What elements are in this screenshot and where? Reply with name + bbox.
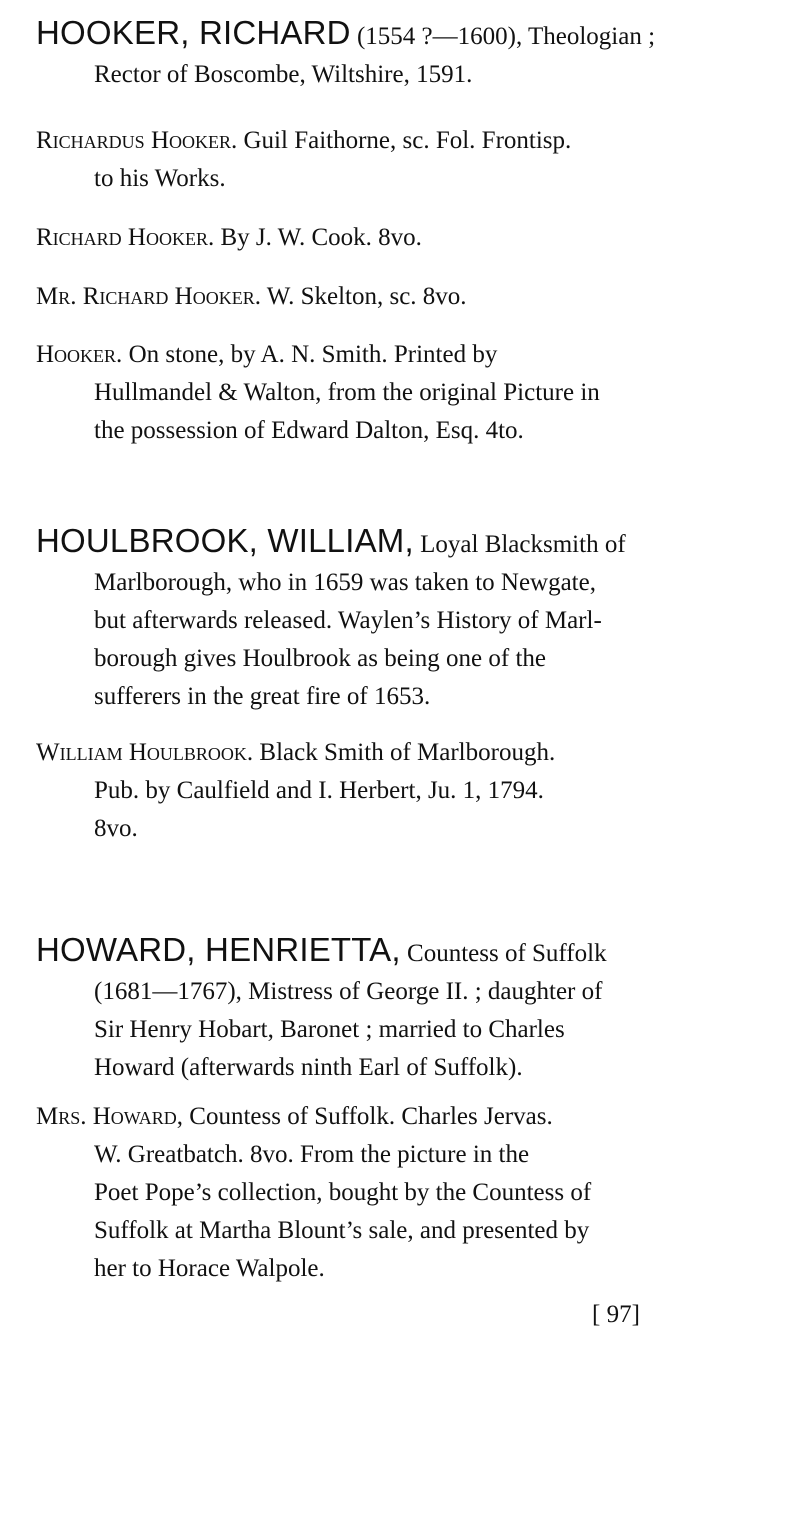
portrait-details: Guil Faithorne, sc. Fol. Frontisp. (237, 127, 572, 154)
entry-description-line: (1681—1767), Mistress of George II. ; daughter of (94, 978, 603, 1005)
portrait-details-line: the possession of Edward Dalton, Esq. 4to. (94, 417, 524, 444)
portrait-details-line: Poet Pope’s collection, bought by the Countess of (94, 1179, 592, 1206)
portrait-item (36, 122, 766, 198)
entry-description: Loyal Blacksmith of (413, 531, 626, 558)
portrait-name: Mr. Richard Hooker. (36, 283, 261, 310)
page-number: [ 97] (592, 1301, 640, 1328)
portrait-details-line: Pub. by Caulfield and I. Herbert, Ju. 1, 1794. (94, 777, 544, 804)
entry-description: (1554 ?—1600), Theologian ; (350, 23, 656, 50)
portrait-details: On stone, by A. N. Smith. Printed by (122, 341, 498, 368)
portrait-name: Richardus Hooker. (36, 127, 238, 154)
portrait-line (36, 122, 766, 160)
entry-description-line: Marlborough, who in 1659 was taken to Newgate, (94, 569, 596, 596)
entry-description-line: Sir Henry Hobart, Baronet ; married to Charles (94, 1016, 565, 1043)
portrait-name: Richard Hooker. (36, 224, 215, 251)
portrait-details-line: her to Horace Walpole. (94, 1255, 325, 1282)
entry-description-line: sufferers in the great fire of 1653. (94, 683, 431, 710)
portrait-item (36, 219, 766, 257)
entry-hooker-heading (36, 14, 766, 94)
portrait-details: By J. W. Cook. 8vo. (214, 224, 422, 251)
portrait-line (36, 336, 766, 374)
portrait-item (36, 336, 766, 450)
entry-name: HOOKER, RICHARD (36, 14, 351, 51)
portrait-item (36, 278, 766, 316)
portrait-name: William Houlbrook. (36, 739, 254, 766)
entry-heading-line (36, 522, 766, 564)
portrait-details-line: Hullmandel & Walton, from the original Picture in (94, 379, 600, 406)
entry-name: HOULBROOK, WILLIAM, (36, 522, 414, 559)
entry-houlbrook-heading (36, 522, 766, 716)
entry-description: Countess of Suffolk (400, 940, 607, 967)
portrait-line (36, 278, 766, 316)
portrait-item (36, 734, 766, 848)
entry-description-line: Rector of Boscombe, Wiltshire, 1591. (94, 61, 473, 88)
entry-description-line: but afterwards released. Waylen’s History of Marl- (94, 607, 602, 634)
portrait-line (36, 734, 766, 772)
portrait-line (36, 1098, 766, 1136)
portrait-name: Hooker. (36, 341, 123, 368)
entry-howard-heading (36, 931, 766, 1087)
entry-heading-line (36, 931, 766, 973)
portrait-line (36, 219, 766, 257)
portrait-details-line: W. Greatbatch. 8vo. From the picture in the (94, 1141, 530, 1168)
entry-name: HOWARD, HENRIETTA, (36, 931, 401, 968)
portrait-details: Black Smith of Marlborough. (253, 739, 556, 766)
portrait-item (36, 1098, 766, 1288)
entry-description-line: borough gives Houlbrook as being one of the (94, 645, 547, 672)
portrait-details: Countess of Suffolk. Charles Jervas. (183, 1103, 553, 1130)
portrait-details-line: to his Works. (94, 165, 226, 192)
portrait-details: W. Skelton, sc. 8vo. (260, 283, 467, 310)
portrait-details-line: Suffolk at Martha Blount’s sale, and presented by (94, 1217, 590, 1244)
portrait-name: Mrs. Howard, (36, 1103, 184, 1130)
portrait-details-line: 8vo. (94, 815, 138, 842)
entry-heading-line (36, 14, 766, 56)
entry-description-line: Howard (afterwards ninth Earl of Suffolk). (94, 1054, 523, 1081)
